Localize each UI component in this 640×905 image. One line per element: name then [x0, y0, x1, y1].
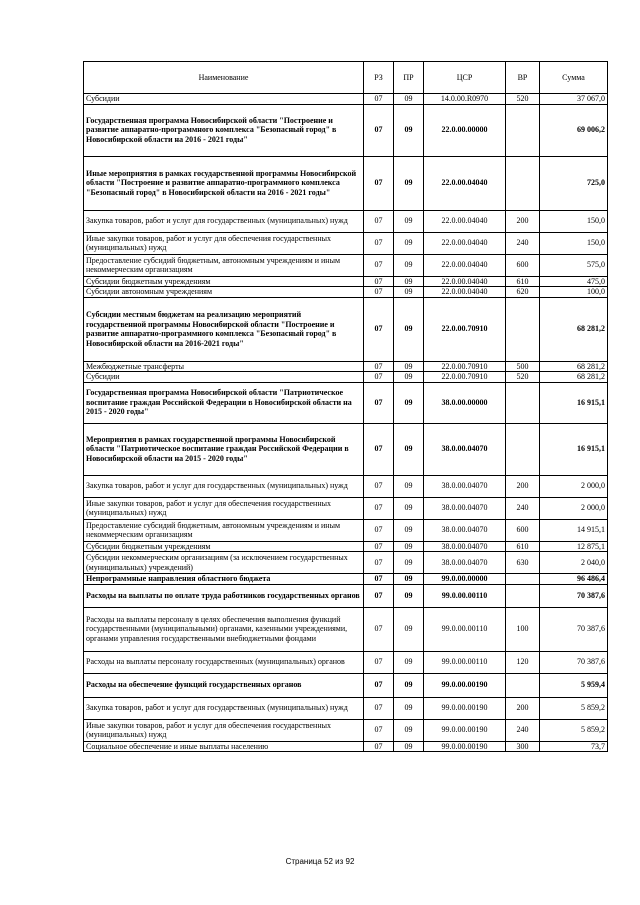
header-csr: ЦСР [424, 62, 506, 94]
row-csr: 22.0.00.04040 [424, 156, 506, 210]
row-sum: 575,0 [540, 254, 608, 276]
row-rz: 07 [364, 719, 394, 741]
row-csr: 99.0.00.00190 [424, 741, 506, 752]
table-row [84, 673, 608, 697]
row-csr: 99.0.00.00190 [424, 673, 506, 697]
table-row [84, 372, 608, 383]
row-csr: 99.0.00.00190 [424, 697, 506, 719]
table-header-row [84, 62, 608, 94]
row-sum: 70 387,6 [540, 607, 608, 651]
row-rz: 07 [364, 673, 394, 697]
row-csr: 38.0.00.04070 [424, 475, 506, 497]
row-name: Мероприятия в рамках государственной программы Новосибирской области "Патриотическое воспитание граждан Российской Федерации в Новосибирской области на 2015 - 2020 годы" [84, 423, 364, 475]
row-pr: 09 [394, 584, 424, 607]
table-row [84, 297, 608, 361]
row-pr: 09 [394, 475, 424, 497]
row-rz: 07 [364, 254, 394, 276]
row-sum: 5 859,2 [540, 719, 608, 741]
row-csr: 22.0.00.04040 [424, 287, 506, 298]
row-rz: 07 [364, 156, 394, 210]
row-pr: 09 [394, 574, 424, 585]
row-csr: 22.0.00.70910 [424, 361, 506, 372]
header-sum: Сумма [540, 62, 608, 94]
table-row [84, 287, 608, 298]
row-name: Иные закупки товаров, работ и услуг для обеспечения государственных (муниципальных) нужд [84, 719, 364, 741]
row-csr: 38.0.00.04070 [424, 519, 506, 541]
row-pr: 09 [394, 719, 424, 741]
row-csr: 99.0.00.00000 [424, 574, 506, 585]
row-name: Государственная программа Новосибирской области "Построение и развитие аппаратно-программного комплекса "Безопасный город" в Новосибирской области на 2016 - 2021 годы" [84, 104, 364, 156]
row-pr: 09 [394, 519, 424, 541]
row-rz: 07 [364, 297, 394, 361]
row-vr [506, 382, 540, 423]
row-sum: 16 915,1 [540, 382, 608, 423]
row-vr [506, 156, 540, 210]
table-row [84, 584, 608, 607]
row-rz: 07 [364, 104, 394, 156]
row-sum: 2 000,0 [540, 497, 608, 519]
row-pr: 09 [394, 697, 424, 719]
table-row [84, 697, 608, 719]
row-sum: 5 959,4 [540, 673, 608, 697]
row-rz: 07 [364, 651, 394, 673]
row-sum: 725,0 [540, 156, 608, 210]
header-pr: ПР [394, 62, 424, 94]
row-name: Субсидии бюджетным учреждениям [84, 541, 364, 552]
row-csr: 99.0.00.00110 [424, 584, 506, 607]
row-rz: 07 [364, 574, 394, 585]
row-pr: 09 [394, 673, 424, 697]
table-row [84, 232, 608, 254]
row-name: Расходы на выплаты персоналу в целях обеспечения выполнения функций государственными (муниципальными) органами, казенными учреждениями, органами управления государственными внебюджетными фондами [84, 607, 364, 651]
row-name: Расходы на выплаты по оплате труда работников государственных органов [84, 584, 364, 607]
row-sum: 68 281,2 [540, 372, 608, 383]
row-pr: 09 [394, 552, 424, 574]
row-rz: 07 [364, 210, 394, 232]
row-name: Социальное обеспечение и иные выплаты населению [84, 741, 364, 752]
row-sum: 150,0 [540, 232, 608, 254]
row-csr: 22.0.00.00000 [424, 104, 506, 156]
budget-table [83, 61, 608, 752]
row-sum: 70 387,6 [540, 651, 608, 673]
row-rz: 07 [364, 287, 394, 298]
page-number: Страница 52 из 92 [285, 857, 355, 866]
row-csr: 22.0.00.04040 [424, 232, 506, 254]
row-vr: 200 [506, 697, 540, 719]
row-pr: 09 [394, 287, 424, 298]
row-pr: 09 [394, 541, 424, 552]
row-name: Расходы на обеспечение функций государственных органов [84, 673, 364, 697]
row-name: Предоставление субсидий бюджетным, автономным учреждениям и иным некоммерческим организациям [84, 254, 364, 276]
table-row [84, 156, 608, 210]
row-vr: 100 [506, 607, 540, 651]
row-name: Иные закупки товаров, работ и услуг для обеспечения государственных (муниципальных) нужд [84, 232, 364, 254]
table-row [84, 94, 608, 105]
row-pr: 09 [394, 297, 424, 361]
row-csr: 14.0.00.R0970 [424, 94, 506, 105]
row-pr: 09 [394, 651, 424, 673]
row-rz: 07 [364, 361, 394, 372]
row-pr: 09 [394, 94, 424, 105]
row-name: Иные закупки товаров, работ и услуг для обеспечения государственных (муниципальных) нужд [84, 497, 364, 519]
row-pr: 09 [394, 210, 424, 232]
table-row [84, 719, 608, 741]
row-csr: 38.0.00.04070 [424, 423, 506, 475]
row-csr: 99.0.00.00110 [424, 651, 506, 673]
row-vr: 620 [506, 287, 540, 298]
row-rz: 07 [364, 382, 394, 423]
table-row [84, 361, 608, 372]
table-row [84, 552, 608, 574]
row-pr: 09 [394, 382, 424, 423]
row-rz: 07 [364, 697, 394, 719]
row-rz: 07 [364, 497, 394, 519]
row-vr: 300 [506, 741, 540, 752]
row-pr: 09 [394, 361, 424, 372]
row-csr: 99.0.00.00190 [424, 719, 506, 741]
row-name: Непрограммные направления областного бюджета [84, 574, 364, 585]
row-pr: 09 [394, 497, 424, 519]
row-vr [506, 574, 540, 585]
table-row [84, 276, 608, 287]
row-name: Субсидии местным бюджетам на реализацию мероприятий государственной программы Новосибирской области "Построение и развитие аппаратно-программного комплекса "Безопасный город" в Новосибирской области на 2016-2021 годы" [84, 297, 364, 361]
row-vr [506, 104, 540, 156]
row-vr: 120 [506, 651, 540, 673]
row-sum: 16 915,1 [540, 423, 608, 475]
row-name: Государственная программа Новосибирской области "Патриотическое воспитание граждан Российской Федерации в Новосибирской области на 2015 - 2020 годы" [84, 382, 364, 423]
row-sum: 96 486,4 [540, 574, 608, 585]
row-pr: 09 [394, 232, 424, 254]
row-name: Иные мероприятия в рамках государственной программы Новосибирской области "Построение и развитие аппаратно-программного комплекса "Безопасный город" в Новосибирской области на 2016 - 2021 годы" [84, 156, 364, 210]
row-csr: 99.0.00.00110 [424, 607, 506, 651]
row-name: Субсидии [84, 372, 364, 383]
row-vr: 200 [506, 475, 540, 497]
row-csr: 38.0.00.04070 [424, 552, 506, 574]
row-sum: 68 281,2 [540, 297, 608, 361]
row-vr: 520 [506, 94, 540, 105]
row-name: Субсидии бюджетным учреждениям [84, 276, 364, 287]
row-sum: 2 040,0 [540, 552, 608, 574]
row-pr: 09 [394, 104, 424, 156]
row-vr: 610 [506, 276, 540, 287]
row-pr: 09 [394, 276, 424, 287]
row-sum: 475,0 [540, 276, 608, 287]
row-rz: 07 [364, 423, 394, 475]
header-rz: РЗ [364, 62, 394, 94]
table-row [84, 254, 608, 276]
row-csr: 22.0.00.04040 [424, 254, 506, 276]
table-row [84, 210, 608, 232]
row-sum: 73,7 [540, 741, 608, 752]
row-pr: 09 [394, 607, 424, 651]
table-row [84, 574, 608, 585]
table-row [84, 104, 608, 156]
row-pr: 09 [394, 156, 424, 210]
table-row [84, 497, 608, 519]
row-name: Закупка товаров, работ и услуг для государственных (муниципальных) нужд [84, 697, 364, 719]
row-rz: 07 [364, 519, 394, 541]
row-name: Субсидии автономным учреждениям [84, 287, 364, 298]
table-row [84, 651, 608, 673]
row-name: Межбюджетные трансферты [84, 361, 364, 372]
row-name: Субсидии некоммерческим организациям (за исключением государственных (муниципальных) учреждений) [84, 552, 364, 574]
row-pr: 09 [394, 423, 424, 475]
row-vr: 500 [506, 361, 540, 372]
row-rz: 07 [364, 552, 394, 574]
table-row [84, 541, 608, 552]
row-vr [506, 584, 540, 607]
row-vr: 630 [506, 552, 540, 574]
row-rz: 07 [364, 607, 394, 651]
table-row [84, 519, 608, 541]
row-csr: 22.0.00.70910 [424, 297, 506, 361]
row-vr: 240 [506, 497, 540, 519]
row-rz: 07 [364, 541, 394, 552]
row-sum: 100,0 [540, 287, 608, 298]
row-sum: 2 000,0 [540, 475, 608, 497]
header-vr: ВР [506, 62, 540, 94]
table-row [84, 607, 608, 651]
row-rz: 07 [364, 584, 394, 607]
row-vr [506, 297, 540, 361]
row-pr: 09 [394, 254, 424, 276]
row-csr: 22.0.00.70910 [424, 372, 506, 383]
row-name: Расходы на выплаты персоналу государственных (муниципальных) органов [84, 651, 364, 673]
row-name: Закупка товаров, работ и услуг для государственных (муниципальных) нужд [84, 210, 364, 232]
header-name: Наименование [84, 62, 364, 94]
row-rz: 07 [364, 475, 394, 497]
row-sum: 69 006,2 [540, 104, 608, 156]
row-name: Закупка товаров, работ и услуг для государственных (муниципальных) нужд [84, 475, 364, 497]
row-csr: 22.0.00.04040 [424, 276, 506, 287]
row-vr: 200 [506, 210, 540, 232]
row-sum: 150,0 [540, 210, 608, 232]
row-csr: 38.0.00.04070 [424, 497, 506, 519]
row-sum: 37 067,0 [540, 94, 608, 105]
row-sum: 68 281,2 [540, 361, 608, 372]
row-csr: 38.0.00.00000 [424, 382, 506, 423]
row-vr: 240 [506, 719, 540, 741]
row-sum: 12 875,1 [540, 541, 608, 552]
row-vr [506, 423, 540, 475]
row-vr: 610 [506, 541, 540, 552]
row-csr: 22.0.00.04040 [424, 210, 506, 232]
table-row [84, 382, 608, 423]
table-row [84, 741, 608, 752]
row-rz: 07 [364, 741, 394, 752]
row-name: Субсидии [84, 94, 364, 105]
row-rz: 07 [364, 232, 394, 254]
table-row [84, 423, 608, 475]
row-csr: 38.0.00.04070 [424, 541, 506, 552]
row-sum: 5 859,2 [540, 697, 608, 719]
row-rz: 07 [364, 94, 394, 105]
row-vr: 600 [506, 519, 540, 541]
row-rz: 07 [364, 276, 394, 287]
row-vr: 600 [506, 254, 540, 276]
row-pr: 09 [394, 372, 424, 383]
row-sum: 70 387,6 [540, 584, 608, 607]
row-rz: 07 [364, 372, 394, 383]
row-sum: 14 915,1 [540, 519, 608, 541]
row-pr: 09 [394, 741, 424, 752]
row-vr [506, 673, 540, 697]
row-vr: 520 [506, 372, 540, 383]
table-row [84, 475, 608, 497]
row-name: Предоставление субсидий бюджетным, автономным учреждениям и иным некоммерческим организациям [84, 519, 364, 541]
row-vr: 240 [506, 232, 540, 254]
